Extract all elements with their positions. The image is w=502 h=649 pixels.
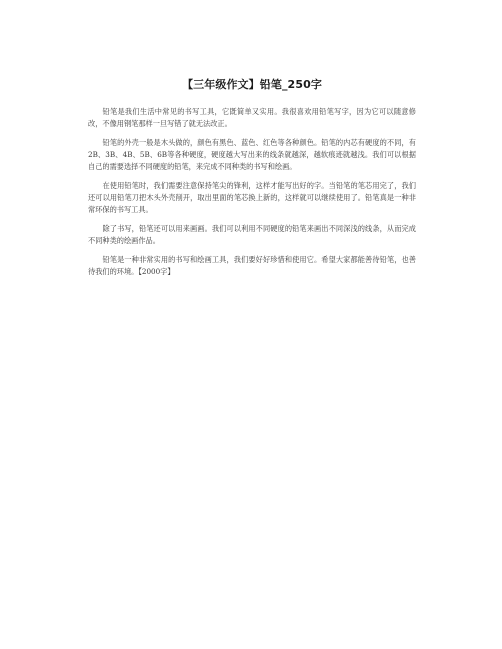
- paragraph-1: 铅笔是我们生活中常见的书写工具，它既简单又实用。我很喜欢用铅笔写字，因为它可以随意修改，不像用钢笔那样一旦写错了就无法改正。: [88, 107, 416, 128]
- paragraph-4: 除了书写，铅笔还可以用来画画。我们可以利用不同硬度的铅笔来画出不同深浅的线条，从而完成不同种类的绘画作品。: [88, 224, 416, 245]
- paragraph-5: 铅笔是一种非常实用的书写和绘画工具，我们要好好珍惜和使用它。希望大家都能善待铅笔，也善待我们的环境。【2000字】: [88, 255, 416, 276]
- document-title: 【三年级作文】铅笔_250字: [182, 78, 322, 91]
- document-content: [88, 78, 416, 285]
- paragraph-2: 铅笔的外壳一般是木头做的，颜色有黑色、蓝色、红色等各种颜色。铅笔的内芯有硬度的不同，有2B、3B、4B、5B、6B等各种硬度，硬度越大写出来的线条就越深，越软痕迹就越浅。我们可以根据自己的需要选择不同硬度的铅笔，来完成不同种类的书写和绘画。: [88, 138, 416, 171]
- paragraph-3: 在使用铅笔时，我们需要注意保持笔尖的锋利，这样才能写出好的字。当铅笔的笔芯用完了，我们还可以用铅笔刀把木头外壳削开，取出里面的笔芯换上新的，这样就可以继续使用了。铅笔真是一种非常环保的书写工具。: [88, 181, 416, 214]
